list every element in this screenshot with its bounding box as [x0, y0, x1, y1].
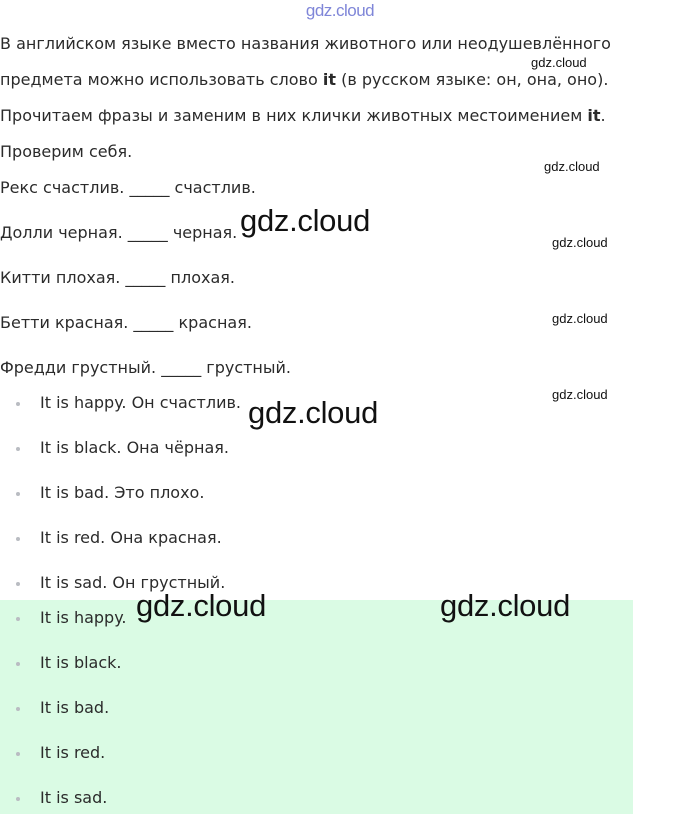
bullet-dot: [16, 662, 20, 666]
watermark-small: gdz.cloud: [544, 159, 600, 174]
bullet-dot: [16, 402, 20, 406]
list-item: It is black. Она чёрная.: [40, 438, 229, 457]
bullet-dot: [16, 752, 20, 756]
exercise-line: Фредди грустный. _____ грустный.: [0, 358, 292, 377]
exercise-line: Бетти красная. _____ красная.: [0, 313, 252, 332]
list-item: It is bad. Это плохо.: [40, 483, 205, 502]
bullet-dot: [16, 582, 20, 586]
list-item: It is sad. Он грустный.: [40, 573, 226, 592]
keyword-it: it: [587, 106, 601, 125]
watermark-top: gdz.cloud: [305, 1, 375, 20]
watermark-large: gdz.cloud: [136, 588, 267, 623]
bullet-dot: [16, 797, 20, 801]
bullet-dot: [16, 447, 20, 451]
list-item: It is happy.: [40, 608, 127, 627]
intro-line-3: Прочитаем фразы и заменим в них клички животных местоимением it.: [0, 106, 606, 125]
watermark-small: gdz.cloud: [552, 387, 608, 402]
list-item: It is black.: [40, 653, 122, 672]
watermark-large: gdz.cloud: [240, 203, 371, 238]
watermark-large: gdz.cloud: [440, 588, 571, 623]
bullet-dot: [16, 492, 20, 496]
exercise-line: Долли черная. _____ черная.: [0, 223, 238, 242]
watermark-small: gdz.cloud: [552, 311, 608, 326]
watermark-small: gdz.cloud: [531, 55, 587, 70]
watermark-small: gdz.cloud: [552, 235, 608, 250]
exercise-line: Китти плохая. _____ плохая.: [0, 268, 235, 287]
list-item: It is happy. Он счастлив.: [40, 393, 242, 412]
check-heading: Проверим себя.: [0, 142, 133, 161]
intro-line-1: В английском языке вместо названия животного или неодушевлённого: [0, 34, 611, 53]
list-item: It is sad.: [40, 788, 108, 807]
intro-line-2: предмета можно использовать слово it (в русском языке: он, она, оно).: [0, 70, 609, 89]
list-item: It is red. Она красная.: [40, 528, 222, 547]
list-item: It is red.: [40, 743, 106, 762]
bullet-dot: [16, 617, 20, 621]
watermark-large: gdz.cloud: [248, 395, 379, 430]
bullet-dot: [16, 537, 20, 541]
keyword-it: it: [322, 70, 336, 89]
exercise-line: Рекс счастлив. _____ счастлив.: [0, 178, 256, 197]
list-item: It is bad.: [40, 698, 110, 717]
bullet-dot: [16, 707, 20, 711]
